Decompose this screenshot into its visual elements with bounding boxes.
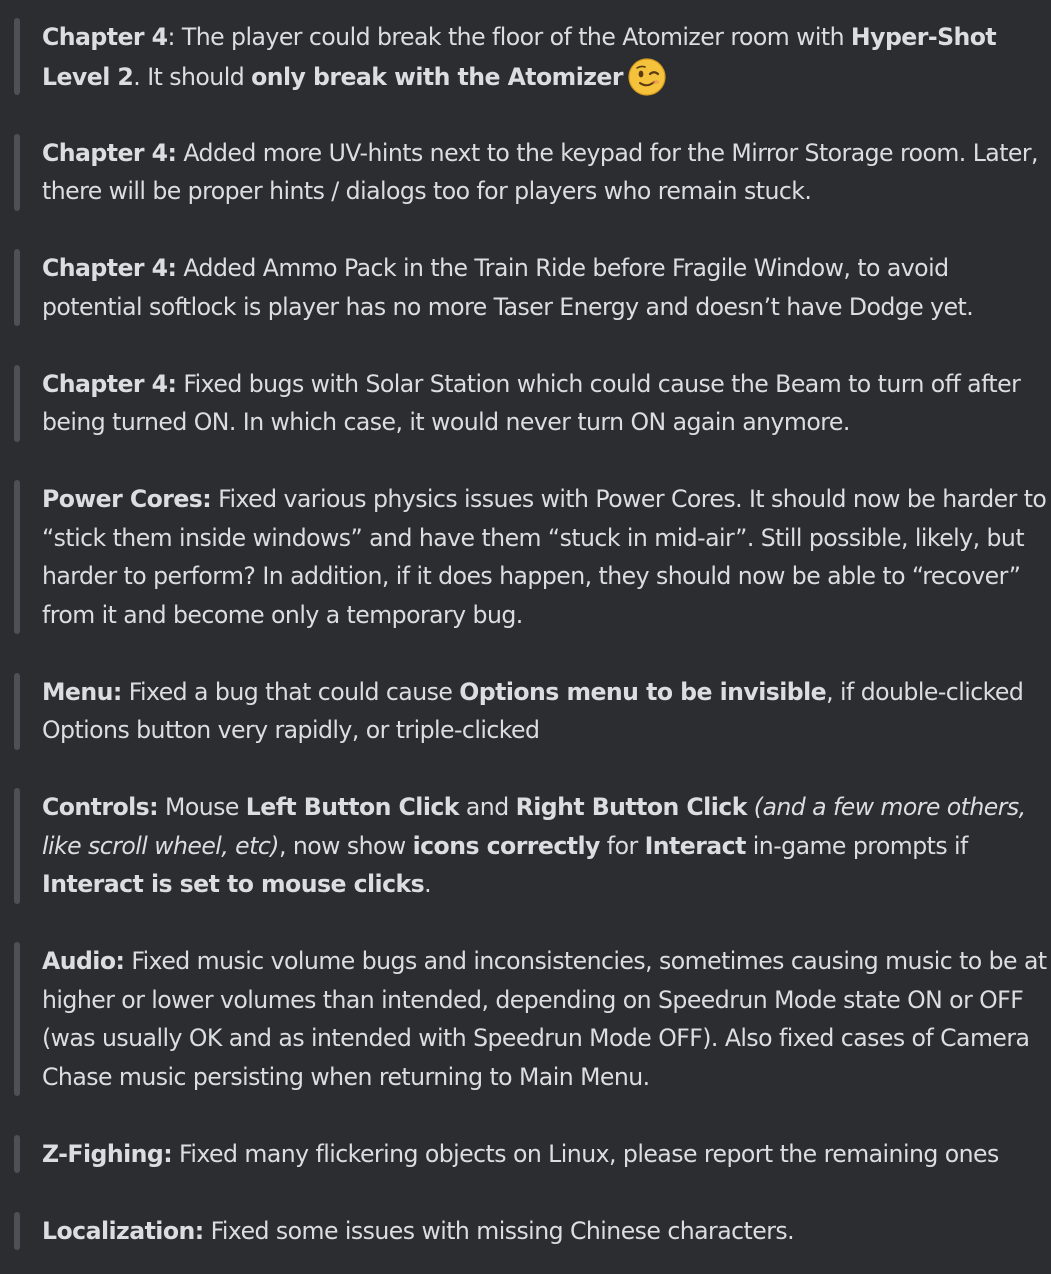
quote-bar: [14, 673, 20, 750]
bold-text: Power Cores:: [42, 485, 212, 513]
plain-text: Mouse: [158, 793, 246, 821]
bold-text: Left Button Click: [245, 793, 459, 821]
quote-bar: [14, 249, 20, 326]
plain-text: and: [458, 793, 516, 821]
patch-note-text: [42, 1135, 1051, 1174]
patch-note: [14, 480, 1051, 634]
bold-text: Chapter 4:: [42, 138, 177, 167]
plain-text: : The player could break the floor of the Atomizer room with: [167, 23, 851, 51]
plain-text: Fixed some issues with missing Chinese characters.: [203, 1216, 795, 1245]
bold-text: only break with the Atomizer: [251, 62, 623, 91]
italic-text: (and a few more others, like scroll wheel, etc): [42, 793, 1026, 860]
plain-text: Fixed bugs with Solar Station which could cause the Beam to turn off after being turned ON. In which case, it would never turn ON again anymore.: [42, 369, 1021, 436]
patch-note-text: [42, 365, 1051, 442]
patch-note-text: [42, 1212, 1051, 1251]
quote-bar: [14, 18, 20, 95]
plain-text: in-game prompts if: [745, 831, 968, 860]
bold-text: Right Button Click: [515, 793, 747, 821]
patch-note: [14, 942, 1051, 1096]
patch-note: [14, 1135, 1051, 1174]
plain-text: .: [424, 870, 432, 898]
bold-text: Interact is set to mouse clicks: [42, 870, 425, 898]
patch-note-text: [42, 480, 1051, 634]
plain-text: [747, 793, 754, 821]
quote-bar: [14, 365, 20, 442]
plain-text: Added Ammo Pack in the Train Ride before Fragile Window, to avoid potential softlock is player has no more Taser Energy and doesn’t have Dodge yet.: [42, 254, 974, 321]
quote-bar: [14, 942, 20, 1096]
patch-note-text: [42, 18, 1051, 97]
patch-note: [14, 365, 1051, 442]
quote-bar: [14, 1212, 20, 1251]
quote-bar: [14, 134, 20, 211]
plain-text: Fixed many flickering objects on Linux, please report the remaining ones: [172, 1139, 999, 1168]
bold-text: Chapter 4:: [42, 254, 177, 282]
bold-text: Chapter 4:: [42, 369, 177, 398]
plain-text: Added more UV-hints next to the keypad for the Mirror Storage room. Later, there will be proper hints / dialogs too for players who remain stuck.: [42, 138, 1038, 205]
bold-text: Z-Fighing:: [42, 1139, 173, 1168]
patch-note: [14, 134, 1051, 211]
plain-text: for: [599, 831, 645, 860]
plain-text: Fixed various physics issues with Power Cores. It should now be harder to “stick them inside windows” and have them “stuck in mid-air”. Still possible, likely, but harder to perform? In addition, if it does happen, they should now be able to “recover” from it and become only a temporary bug.: [42, 485, 1047, 629]
patch-note: [14, 18, 1051, 95]
bold-text: icons correctly: [412, 831, 600, 860]
plain-text: . It should: [133, 62, 252, 91]
patch-note-text: [42, 788, 1051, 904]
plain-text: , now show: [278, 831, 413, 860]
bold-text: Hyper-Shot Level 2: [42, 23, 997, 91]
bold-text: Menu:: [42, 677, 122, 706]
quote-bar: [14, 1135, 20, 1174]
quote-bar: [14, 788, 20, 904]
bold-text: Localization:: [42, 1216, 204, 1245]
bold-text: Audio:: [42, 947, 125, 975]
quote-bar: [14, 480, 20, 634]
bold-text: Controls:: [42, 793, 159, 821]
winking-face-emoji: [627, 57, 667, 97]
plain-text: Fixed a bug that could cause: [121, 677, 460, 706]
patch-note-text: [42, 673, 1051, 750]
bold-text: Interact: [644, 831, 746, 860]
bold-text: Options menu to be invisible: [459, 677, 827, 706]
patch-note: [14, 1212, 1051, 1251]
patch-note-text: [42, 249, 1051, 326]
patch-note: [14, 249, 1051, 326]
patch-note: [14, 673, 1051, 750]
patch-note-text: [42, 134, 1051, 211]
patch-note-text: [42, 942, 1051, 1096]
patch-note: [14, 788, 1051, 904]
plain-text: , if double-clicked Options button very rapidly, or triple-clicked: [42, 677, 1024, 744]
plain-text: Fixed music volume bugs and inconsistencies, sometimes causing music to be at higher or lower volumes than intended, depending on Speedrun Mode state ON or OFF (was usually OK and as intended with Speedrun Mode OFF). Also fixed cases of Camera Chase music persisting when returning to Main Menu.: [42, 947, 1047, 1091]
bold-text: Chapter 4: [42, 23, 168, 51]
